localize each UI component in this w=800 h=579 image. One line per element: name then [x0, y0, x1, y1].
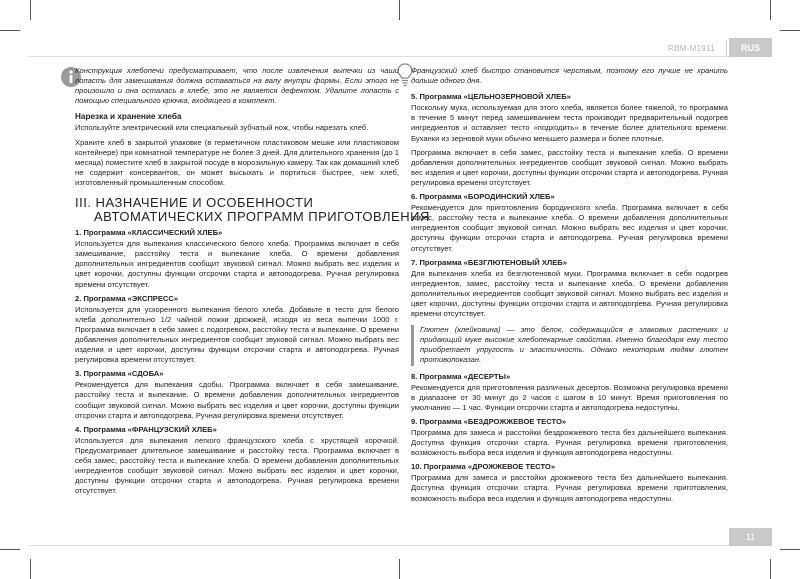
- program-title: 3. Программа «СДОБА»: [75, 369, 164, 379]
- crop-mark: [780, 30, 800, 31]
- header-divider: [28, 56, 772, 57]
- program-text: Рекомендуется для приготовления различных десертов. Возможна регулировка времени в диапазоне от 30 минут до 2 часов с шагом в 10 минут. Время приготовления по умолчанию — 1 час. Функции отсрочки старта и автоподогрева недоступны.: [411, 382, 728, 412]
- program-text: Поскольку мука, используемая для этого хлеба, является более тяжелой, то программа в течение 5 минут перед замешиванием теста производит предварительный подогрев ингредиентов и оставляет тесто «подходить» в течение более длительного времени. Буханки из зерновой муки обычно меньшего размера и более плотные.: [411, 103, 728, 143]
- program-text: Используется для выпекания легкого французского хлеба с хрустящей корочкой. Предусматривает длительное замешивание и расстойку теста. Программа включает в себя замес, расстойку теста и выпекание хлеба. О времени добавления дополнительных ингредиентов сообщит звуковой сигнал. Можно выбрать вес изделия и цвет корочки, доступны функции отсрочки старта и автоподогрева. Ручная регулировка времени отсутствует.: [75, 435, 399, 496]
- crop-mark: [780, 549, 800, 550]
- right-column: [411, 66, 728, 508]
- program-title: 9. Программа «БЕЗДРОЖЖЕВОЕ ТЕСТО»: [411, 416, 567, 426]
- program-title: 1. Программа «КЛАССИЧЕСКИЙ ХЛЕБ»: [75, 228, 223, 238]
- page-number: 11: [729, 528, 772, 546]
- program-title: 2. Программа «ЭКСПРЕСС»: [75, 293, 179, 303]
- slicing-paragraph: Используйте электрический или специальный зубчатый нож, чтобы нарезать хлеб.: [75, 123, 369, 133]
- language-tab: RUS: [729, 38, 772, 57]
- program-text: Рекомендуется для приготовления бородинского хлеба. Программа включает в себя замес, расстойку теста и выпекание хлеба. О времени добавления дополнительных ингредиентов сообщит звуковой сигнал. Можно выбрать вес изделия и цвет корочки, доступны функции отсрочки старта и автоподогрева. Ручная регулировка времени отсутствует.: [411, 203, 728, 253]
- slicing-heading: Нарезка и хранение хлеба: [75, 112, 182, 122]
- program-title: 6. Программа «БОРОДИНСКИЙ ХЛЕБ»: [411, 192, 555, 202]
- model-label: RBM-M1911: [668, 44, 716, 53]
- program-text: Программа для замеса и расстойки бездрожжевого теста без дальнейшего выпекания. Доступна функция отсрочки старта. Ручная регулировка времени приготовления, возможность выбора веса изделия и функция автоподогрева недоступны.: [411, 428, 728, 458]
- crop-mark: [770, 559, 771, 579]
- storage-paragraph: Храните хлеб в закрытой упаковке (в герметичном пластиковом мешке или пластиковом контейнере) при комнатной температуре не более 3 дней. Для длительного хранения (до 1 месяца) поместите хлеб в закрытой посуде в морозильную камеру. Так как домашний хлеб не содержит консервантов, он может высыхать и портиться быстрее, чем хлеб, изготовленный промышленным способом.: [75, 137, 399, 187]
- program-title: 8. Программа «ДЕСЕРТЫ»: [411, 371, 511, 381]
- header-separator: [726, 40, 727, 56]
- crop-mark: [770, 0, 771, 20]
- crop-mark: [0, 30, 20, 31]
- program-text: Программа для замеса и расстойки дрожжевого теста без дальнейшего выпекания. Доступна функция отсрочки старта. Ручная регулировка времени приготовления, возможность выбора веса изделия и функция автоподогрева недоступны.: [411, 473, 728, 503]
- crop-mark: [0, 549, 20, 550]
- program-text: Используется для ускоренного выпекания белого хлеба. Добавьте в тесто для белого хлеба дополнительно 1/2 чайной ложки дрожжей, исходя из веса выпечки 1000 г. Программа включает в себя замес с подогревом, расстойку теста и выпекание. О времени добавления дополнительных ингредиентов сообщит звуковой сигнал. Можно выбрать вес изделия и цвет корочки, доступны функции отсрочки старта и автоподогрева. Ручная регулировка времени отсутствует.: [75, 304, 399, 365]
- crop-mark: [399, 559, 400, 579]
- gluten-note: Глютен (клейковина) — это белок, содержащийся в злаковых растениях и придающий муке высокие хлебопекарные свойства. Именно благодаря ему тесто приобретает упругость и эластичность. Однако некоторым людям глютен противопоказан.: [411, 325, 728, 365]
- program-title: 7. Программа «БЕЗГЛЮТЕНОВЫЙ ХЛЕБ»: [411, 257, 567, 267]
- program-title: 5. Программа «ЦЕЛЬНОЗЕРНОВОЙ ХЛЕБ»: [411, 92, 571, 102]
- left-column: [75, 66, 430, 500]
- program-text: Для выпекания хлеба из безглютеновой муки. Программа включает в себя подогрев ингредиентов, замес, расстойку теста и выпекание хлеба. О времени добавления дополнительных ингредиентов сообщит звуковой сигнал. Можно выбрать вес изделия и цвет корочки, доступны функции отсрочки старта и автоподогрева. Ручная регулировка времени отсутствует.: [411, 268, 728, 319]
- section-title-line2: АВТОМАТИЧЕСКИХ ПРОГРАММ ПРИГОТОВЛЕНИЯ: [94, 209, 430, 225]
- tip-text: Французский хлеб быстро становится черствым, поэтому его лучше не хранить дольше одного дня.: [411, 66, 728, 86]
- program-title: 10. Программа «ДРОЖЖЕВОЕ ТЕСТО»: [411, 462, 556, 472]
- program-title: 4. Программа «ФРАНЦУЗСКИЙ ХЛЕБ»: [75, 424, 217, 434]
- program-text: Программа включает в себя замес, расстойку теста и выпекание хлеба. О времени добавления дополнительных ингредиентов сообщит звуковой сигнал. Можно выбрать вес изделия и цвет корочки, доступны функции отсрочки старта и автоподогрева. Ручная регулировка времени отсутствует.: [411, 147, 728, 187]
- note-text: Конструкция хлебопечи предусматривает, что после извлечения выпечки из чаши лопасть для замешивания должна оставаться на валу внутри формы. Если этого не произошло и она осталась в хлебе, это не является дефектом. Удалите лопасть с помощью специального крючка, входящего в комплект.: [75, 66, 399, 106]
- section-title: [75, 195, 430, 225]
- crop-mark: [30, 0, 31, 20]
- section-title-line1: III. НАЗНАЧЕНИЕ И ОСОБЕННОСТИ: [75, 195, 314, 211]
- footer-divider: [28, 545, 772, 546]
- crop-mark: [30, 559, 31, 579]
- crop-mark: [399, 0, 400, 20]
- program-text: Используется для выпекания классического белого хлеба. Программа включает в себя замешивание, расстойку теста и выпекание хлеба. О времени добавления дополнительных ингредиентов сообщит звуковой сигнал. Можно выбрать вес изделия и цвет корочки, доступны функции отсрочки старта и автоподогрева. Ручная регулировка времени отсутствует.: [75, 239, 399, 289]
- program-text: Рекомендуется для выпекания сдобы. Программа включает в себя замешивание, расстойку теста и выпекание. О времени добавления дополнительных ингредиентов сообщит звуковой сигнал. Можно выбрать вес изделия и цвет корочки, доступны функции отсрочки старта и автоподогрева. Ручная регулировка времени отсутствует.: [75, 380, 399, 420]
